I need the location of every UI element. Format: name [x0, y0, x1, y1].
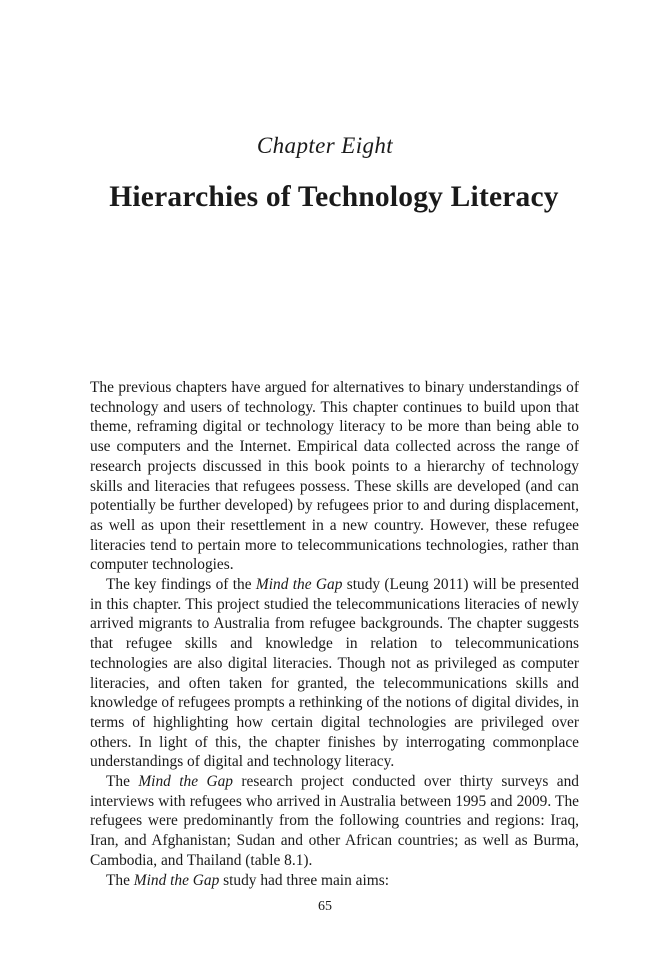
- paragraph: [90, 772, 579, 871]
- chapter-title: Hierarchies of Technology Literacy: [109, 181, 559, 213]
- chapter-label: Chapter Eight: [256, 133, 394, 158]
- text-run: research project conducted over thirty surveys and interviews with refugees who arrived in Australia between 1995 and 2009. The refugees were predominantly from the following countries and regions: Iraq, Iran, and Afghanistan; Sudan and other African countries; as well as Burma, Cambodia, and Thailand (table 8.1).: [90, 773, 579, 869]
- paragraph: [90, 378, 579, 575]
- text-run: The: [106, 773, 139, 791]
- page-number: 65: [318, 899, 332, 914]
- text-run: The previous chapters have argued for alternatives to binary understandings of technology and users of technology. This chapter continues to build upon that theme, reframing digital or technology literacy to be more than being able to use computers and the Internet. Empirical data collected across the range of research projects discussed in this book points to a hierarchy of technology skills and literacies that refugees possess. These skills are developed (and can potentially be further developed) by refugees prior to and during displacement, as well as upon their resettlement in a new country. However, these refugee literacies tend to pertain more to telecommunications technologies, rather than computer technologies.: [90, 379, 579, 574]
- italic-title: Mind the Gap: [255, 576, 343, 594]
- text-run: The: [106, 871, 134, 889]
- text-run: study had three main aims:: [219, 871, 389, 889]
- text-run: study (Leung 2011) will be presented in this chapter. This project studied the telecommunications literacies of newly arrived migrants to Australia from refugee backgrounds. The chapter suggests that refugee skills and knowledge in relation to telecommunications technologies are also digital literacies. Though not as privileged as computer literacies, and often taken for granted, the telecommunications skills and knowledge of refugees prompts a rethinking of the notions of digital divides, in terms of highlighting how certain digital technologies are privileged over others. In light of this, the chapter finishes by interrogating commonplace understandings of digital and technology literacy.: [90, 576, 580, 771]
- paragraph: [90, 575, 579, 772]
- italic-title: Mind the Gap: [138, 773, 233, 791]
- body-text: [90, 378, 579, 890]
- text-run: The key findings of the: [106, 576, 256, 594]
- paragraph: [90, 871, 579, 891]
- italic-title: Mind the Gap: [133, 871, 220, 889]
